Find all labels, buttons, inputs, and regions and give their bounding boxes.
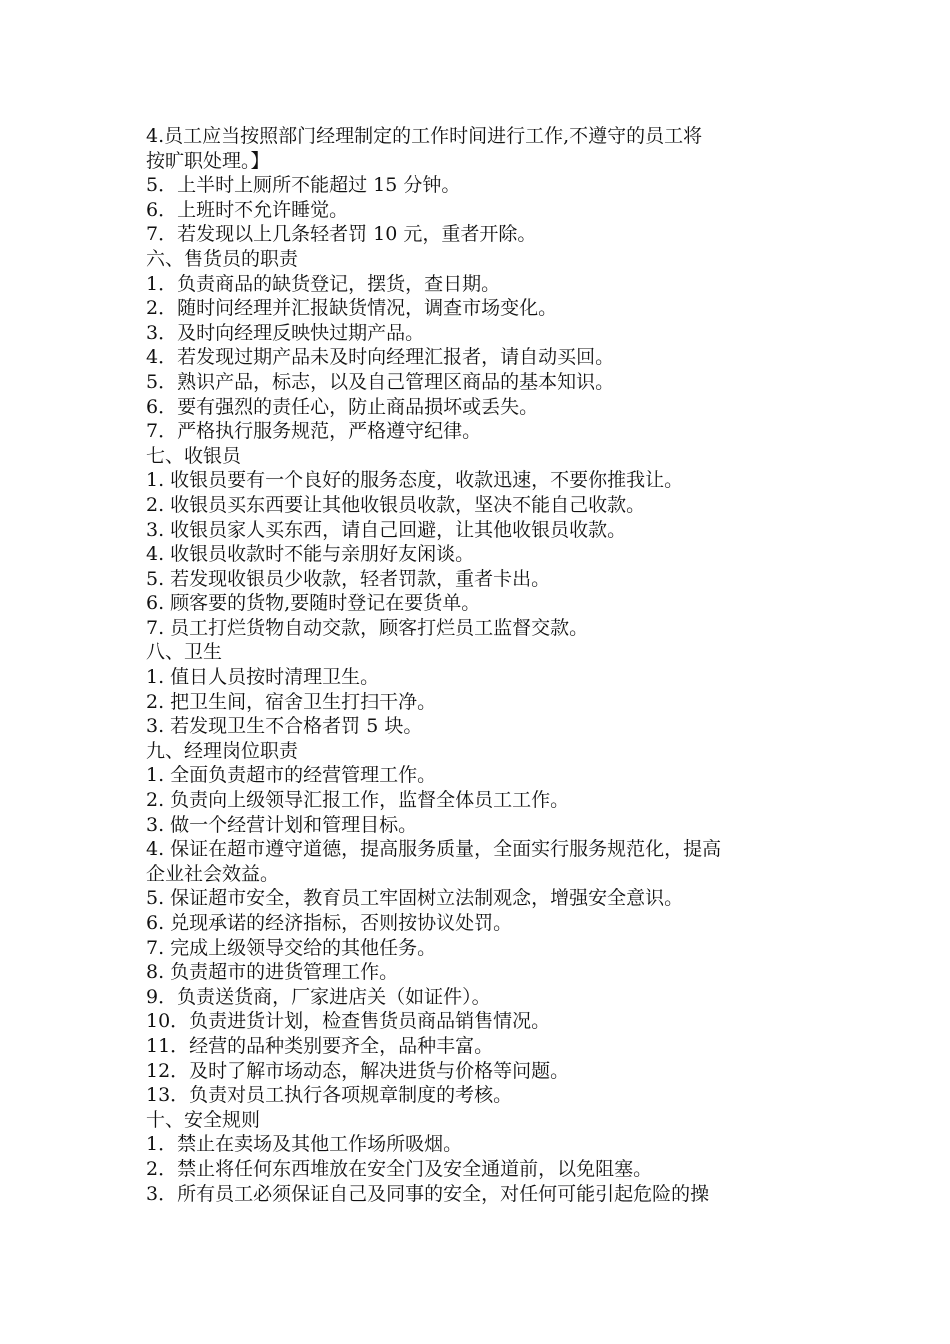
- text-line: 7. 员工打烂货物自动交款，顾客打烂员工监督交款。: [146, 616, 589, 639]
- text-line: 3．所有员工必须保证自己及同事的安全，对任何可能引起危险的操: [146, 1182, 710, 1205]
- text-line: 7. 完成上级领导交给的其他任务。: [146, 936, 437, 959]
- text-line: 1. 值日人员按时清理卫生。: [146, 666, 380, 689]
- text-line: 5. 若发现收银员少收款，轻者罚款，重者卡出。: [146, 567, 551, 590]
- text-line: 4.员工应当按照部门经理制定的工作时间进行工作,不遵守的员工将: [146, 125, 703, 147]
- text-line: 2. 负责向上级领导汇报工作，监督全体员工工作。: [146, 789, 570, 812]
- text-line: 5. 保证超市安全，教育员工牢固树立法制观念，增强安全意识。: [146, 887, 684, 910]
- text-line: 4. 保证在超市遵守道德，提高服务质量，全面实行服务规范化，提高: [146, 838, 722, 861]
- text-line: 6．上班时不允许睡觉。: [146, 198, 349, 221]
- text-line: 13．负责对员工执行各项规章制度的考核。: [146, 1084, 513, 1107]
- text-line: 9．负责送货商，厂家进店关（如证件）。: [146, 985, 491, 1008]
- text-line: 11．经营的品种类别要齐全，品种丰富。: [146, 1034, 494, 1057]
- text-line: 按旷职处理。】: [146, 149, 270, 172]
- text-line: 10．负责进货计划，检查售货员商品销售情况。: [146, 1010, 551, 1033]
- text-line: 企业社会效益。: [146, 862, 280, 885]
- text-line: 5．上半时上厕所不能超过 15 分钟。: [146, 174, 461, 197]
- section-heading: 八、卫生: [146, 641, 223, 664]
- text-line: 3. 做一个经营计划和管理目标。: [146, 813, 418, 836]
- text-line: 3. 收银员家人买东西，请自己回避，让其他收银员收款。: [146, 518, 627, 541]
- text-line: 1. 全面负责超市的经营管理工作。: [146, 764, 437, 787]
- text-line: 4. 收银员收款时不能与亲朋好友闲谈。: [146, 543, 475, 566]
- text-line: 6. 顾客要的货物,要随时登记在要货单。: [146, 592, 481, 615]
- text-line: 1．负责商品的缺货登记，摆货，查日期。: [146, 272, 501, 295]
- text-line: 1. 收银员要有一个良好的服务态度，收款迅速，不要你推我让。: [146, 469, 684, 492]
- text-line: 2. 把卫生间，宿舍卫生打扫干净。: [146, 690, 437, 713]
- text-line: 6．要有强烈的责任心，防止商品损坏或丢失。: [146, 395, 539, 418]
- text-line: 4．若发现过期产品未及时向经理汇报者，请自动买回。: [146, 346, 615, 369]
- section-heading: 七、收银员: [146, 444, 242, 467]
- text-line: 2. 收银员买东西要让其他收银员收款，坚决不能自己收款。: [146, 493, 646, 516]
- text-line: 8. 负责超市的进货管理工作。: [146, 961, 399, 984]
- text-line: 3. 若发现卫生不合格者罚 5 块。: [146, 715, 423, 738]
- text-line: 12．及时了解市场动态，解决进货与价格等问题。: [146, 1059, 570, 1082]
- text-line: 7．若发现以上几条轻者罚 10 元，重者开除。: [146, 223, 537, 246]
- text-line: 1．禁止在卖场及其他工作场所吸烟。: [146, 1133, 463, 1156]
- section-heading: 九、经理岗位职责: [146, 739, 299, 762]
- section-heading: 十、安全规则: [146, 1108, 261, 1131]
- document-body: [146, 124, 826, 1206]
- text-line: 5．熟识产品，标志，以及自己管理区商品的基本知识。: [146, 370, 615, 393]
- text-line: 2．禁止将任何东西堆放在安全门及安全通道前，以免阻塞。: [146, 1157, 653, 1180]
- text-line: 3．及时向经理反映快过期产品。: [146, 321, 425, 344]
- text-line: 2．随时问经理并汇报缺货情况，调查市场变化。: [146, 297, 558, 320]
- text-line: 7．严格执行服务规范，严格遵守纪律。: [146, 420, 482, 443]
- text-line: 6. 兑现承诺的经济指标，否则按协议处罚。: [146, 912, 513, 934]
- section-heading: 六、售货员的职责: [146, 247, 299, 270]
